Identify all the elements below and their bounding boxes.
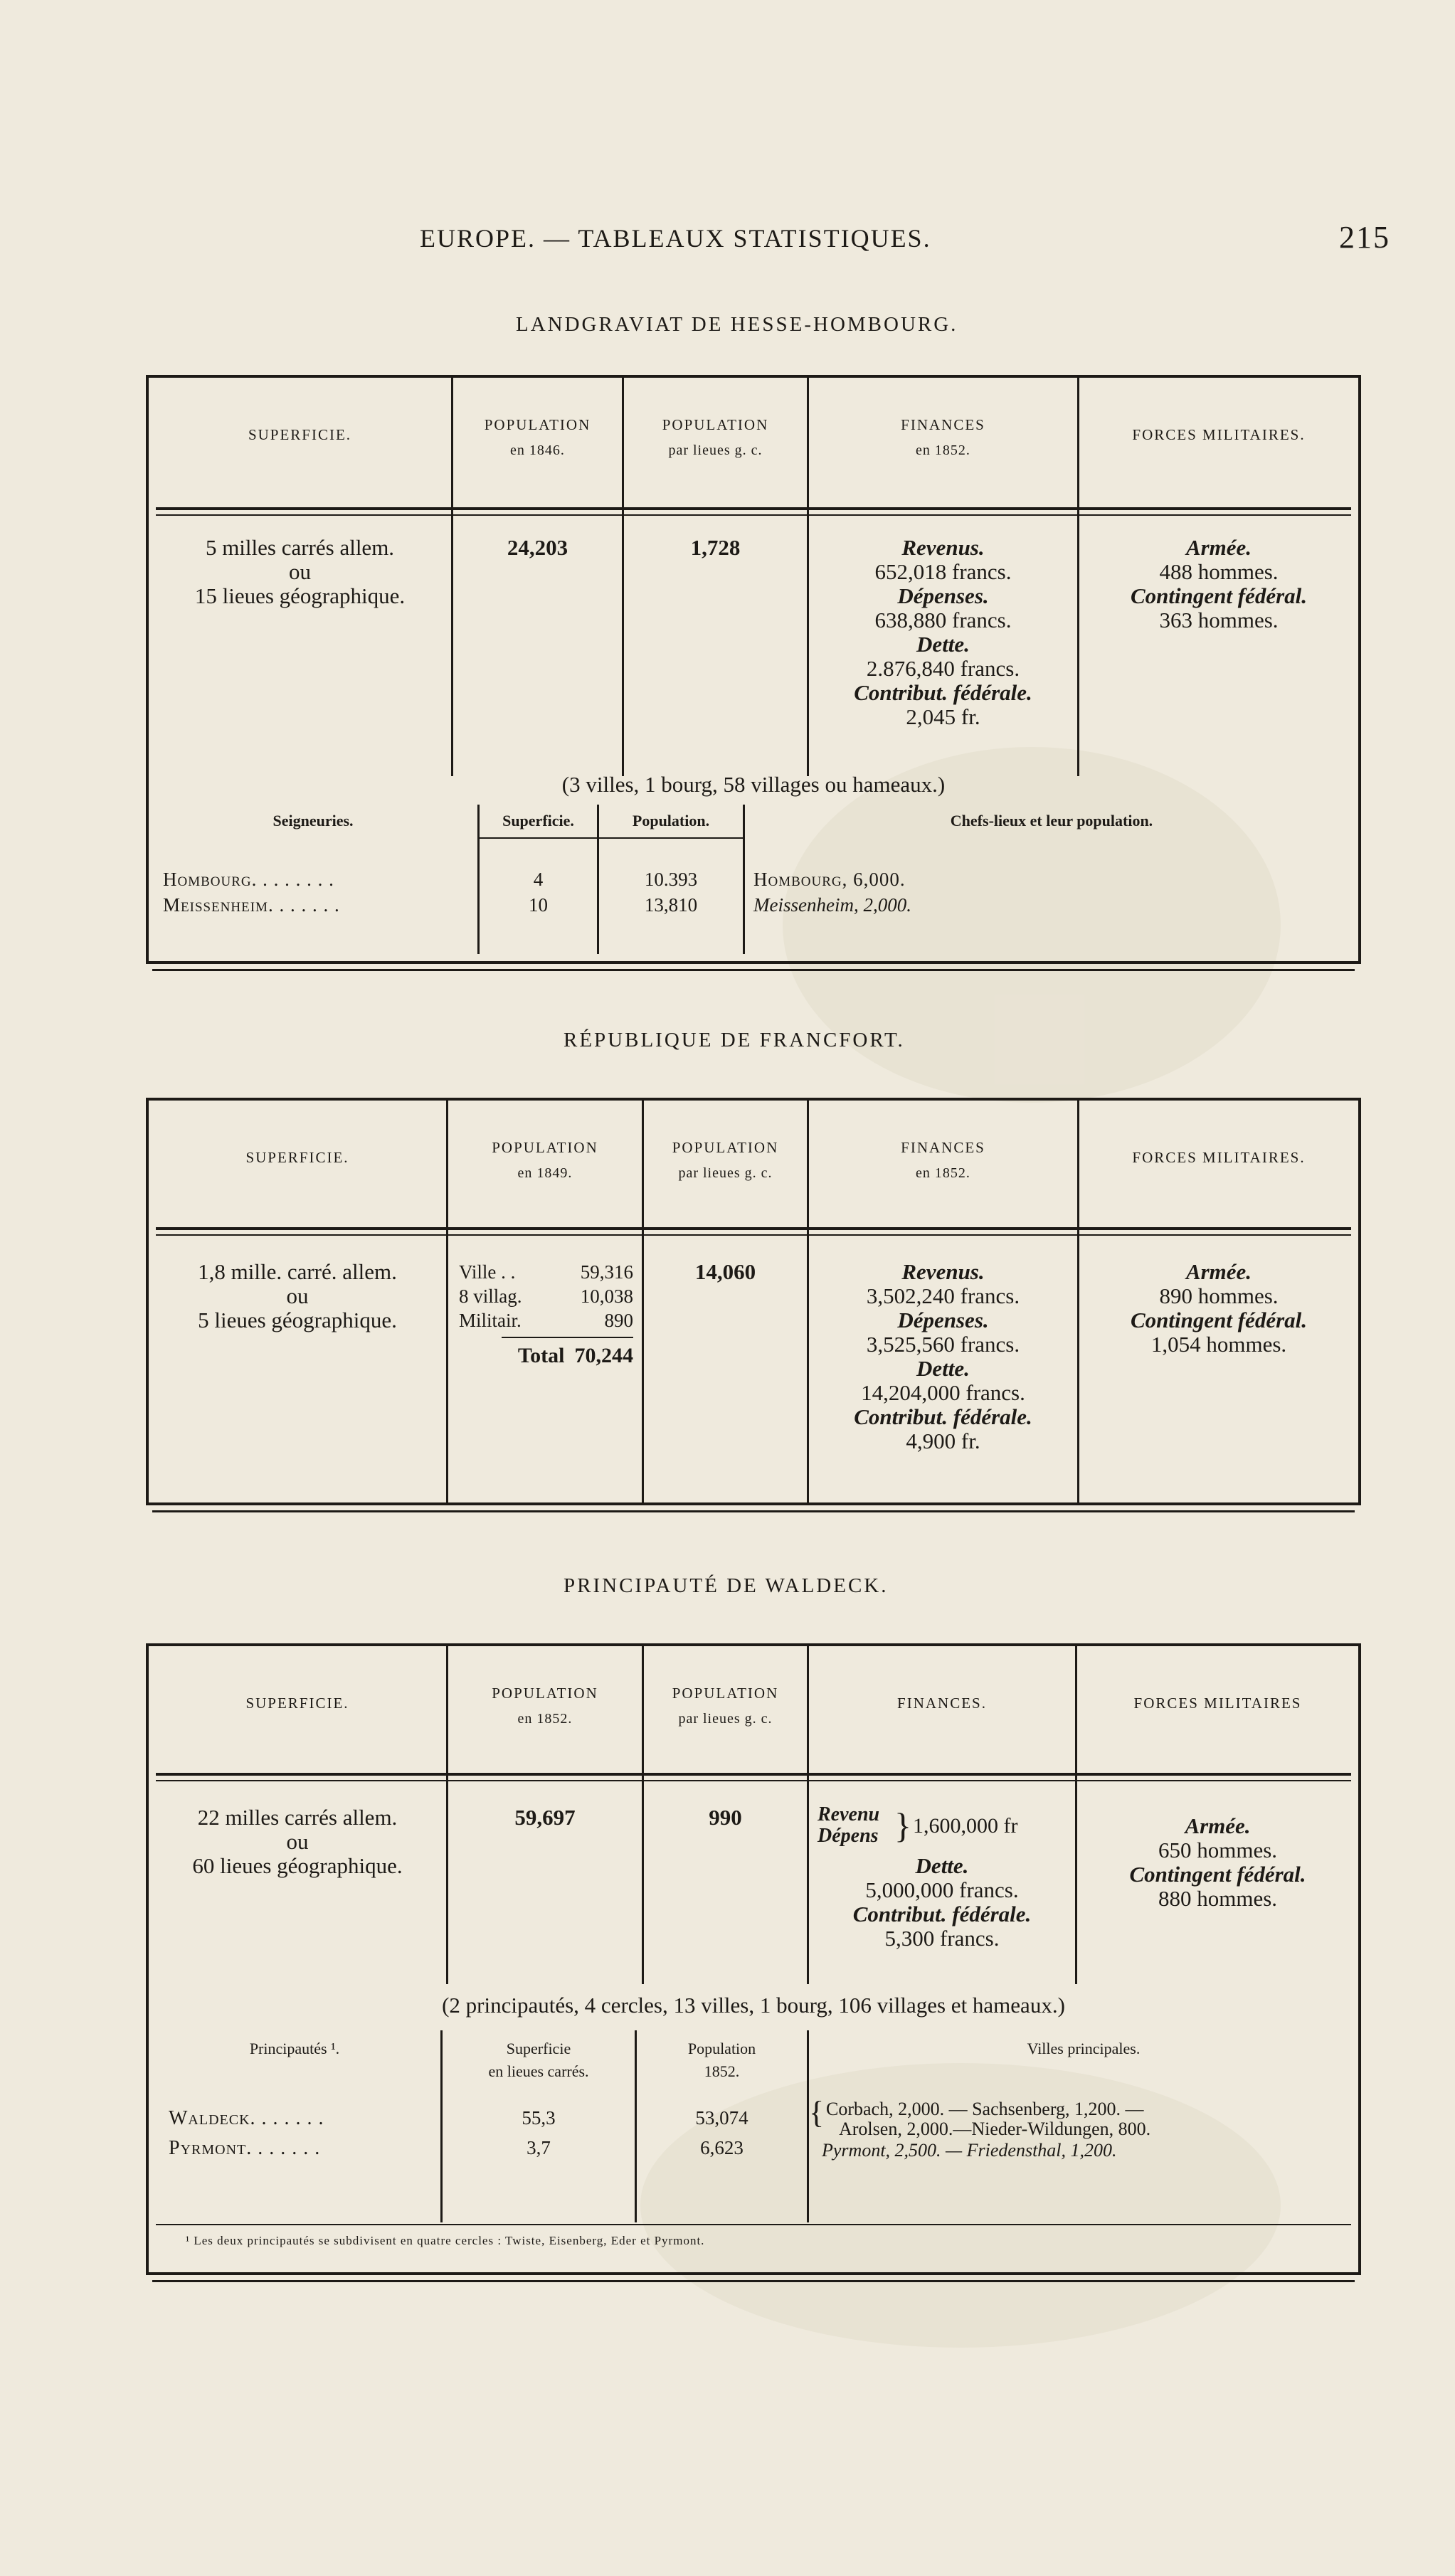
density-value: 1,728 [690,535,741,560]
header-rule [156,514,1351,516]
hesse-table [146,375,1361,964]
brace-icon: { [809,2095,825,2130]
brace-icon: } [894,1806,911,1845]
running-header: EUROPE. — TABLEAUX STATISTIQUES. [420,224,931,253]
row-population: 53,074 [695,2107,748,2129]
population-total: Total 70,244 [517,1344,633,1367]
sub-col-superficie: Superficie en lieues carrés. [488,2040,589,2080]
row-superficie: 10 [529,894,548,916]
sub-col-seigneuries: Seigneuries. [273,812,354,829]
breakdown-row: 8 villag. 10,038 [459,1286,633,1307]
sub-header-rule [477,837,744,839]
col-forces: FORCES MILITAIRES. [1132,426,1306,443]
row-chef-lieu: Hombourg, 6,000. [753,869,906,890]
row-name: Pyrmont. . . . . . . [169,2137,321,2159]
col-forces: FORCES MILITAIRES [1133,1695,1302,1712]
header-rule [156,1780,1351,1781]
sub-col-superficie: Superficie. [502,812,574,829]
sub-col-population: Population. [632,812,710,829]
population-value: 24,203 [507,535,568,560]
header-rule [156,1227,1351,1230]
col-superficie: SUPERFICIE. [245,1149,349,1166]
sub-col-chefs-lieux: Chefs-lieux et leur population. [950,812,1153,829]
villes-waldeck-line1: Corbach, 2,000. — Sachsenberg, 1,200. — [826,2099,1144,2119]
col-population: POPULATION en 1852. [492,1685,598,1727]
population-breakdown [459,1260,633,1368]
villes-pyrmont: Pyrmont, 2,500. — Friedensthal, 1,200. [822,2140,1117,2161]
sub-summary: (3 villes, 1 bourg, 58 villages ou hameaux.) [561,772,946,797]
breakdown-row: Ville . . 59,316 [459,1261,633,1283]
finances-value: Dette. 5,000,000 francs. Contribut. fédérale. 5,300 francs. [852,1853,1032,1951]
col-superficie: SUPERFICIE. [245,1695,349,1712]
col-population: POPULATION en 1846. [484,416,591,458]
col-forces: FORCES MILITAIRES. [1132,1149,1306,1166]
col-population-density: POPULATION par lieues g. c. [662,416,769,458]
forces-value: Armée. 488 hommes. Contingent fédéral. 363 hommes. [1130,535,1307,632]
col-population: POPULATION en 1849. [492,1139,598,1181]
col-finances: FINANCES en 1852. [901,416,985,458]
breakdown-rule [502,1337,633,1338]
sub-col-population: Population 1852. [687,2040,756,2080]
footnote: ¹ Les deux principautés se subdivisent en quatre cercles : Twiste, Eisenberg, Eder et Pyrmont. [186,2234,705,2247]
section-title-waldeck: PRINCIPAUTÉ DE WALDECK. [564,1574,889,1597]
footnote-rule [156,2224,1351,2225]
sub-col-principautes: Principautés ¹. [249,2040,340,2057]
superficie-value: 1,8 mille. carré. allem. ou 5 lieues géographique. [198,1259,397,1332]
superficie-value: 22 milles carrés allem. ou 60 lieues géographique. [192,1805,403,1878]
header-rule [156,1773,1351,1776]
revenu-depenses: Revenu Dépens } 1,600,000 fr [818,1803,1018,1847]
header-rule [156,507,1351,510]
col-superficie: SUPERFICIE. [248,426,352,443]
row-superficie: 3,7 [527,2137,551,2158]
villes-waldeck-line2: Arolsen, 2,000.—Nieder-Wildungen, 800. [839,2119,1151,2139]
section-title-francfort: RÉPUBLIQUE DE FRANCFORT. [564,1029,905,1051]
page-number: 215 [1339,220,1390,255]
waldeck-table [146,1643,1361,2275]
forces-value: Armée. 890 hommes. Contingent fédéral. 1,054 hommes. [1130,1259,1307,1357]
density-value: 14,060 [694,1259,756,1284]
col-finances: FINANCES en 1852. [901,1139,985,1181]
row-population: 13,810 [644,894,698,916]
row-name: Meissenheim. . . . . . . [163,894,340,916]
sub-summary: (2 principautés, 4 cercles, 13 villes, 1 bourg, 106 villages et hameaux.) [442,1993,1065,2018]
row-superficie: 55,3 [522,2107,556,2129]
superficie-value: 5 milles carrés allem. ou 15 lieues géographique. [194,535,406,608]
row-chef-lieu: Meissenheim, 2,000. [753,894,911,916]
row-population: 6,623 [700,2137,744,2158]
row-population: 10.393 [644,869,698,890]
finances-value: Revenus. 652,018 francs. Dépenses. 638,880 francs. Dette. 2.876,840 francs. Contribut. fédérale. 2,045 fr. [854,535,1032,729]
breakdown-row: Militair. 890 [459,1310,633,1331]
sub-col-villes: Villes principales. [1027,2040,1141,2057]
francfort-table [146,1098,1361,1505]
col-population-density: POPULATION par lieues g. c. [672,1685,779,1727]
population-value: 59,697 [514,1805,576,1830]
density-value: 990 [709,1805,742,1830]
header-rule [156,1234,1351,1236]
row-name: Hombourg. . . . . . . . [163,869,334,890]
col-population-density: POPULATION par lieues g. c. [672,1139,779,1181]
row-name: Waldeck. . . . . . . [169,2107,324,2129]
col-finances: FINANCES. [897,1695,987,1712]
forces-value: Armée. 650 hommes. Contingent fédéral. 880 hommes. [1129,1813,1306,1911]
finances-value: Revenus. 3,502,240 francs. Dépenses. 3,525,560 francs. Dette. 14,204,000 francs. Contribut. fédérale. 4,900 fr. [854,1259,1032,1453]
row-superficie: 4 [533,869,544,890]
section-title-hesse: LANDGRAVIAT DE HESSE-HOMBOURG. [516,313,958,336]
